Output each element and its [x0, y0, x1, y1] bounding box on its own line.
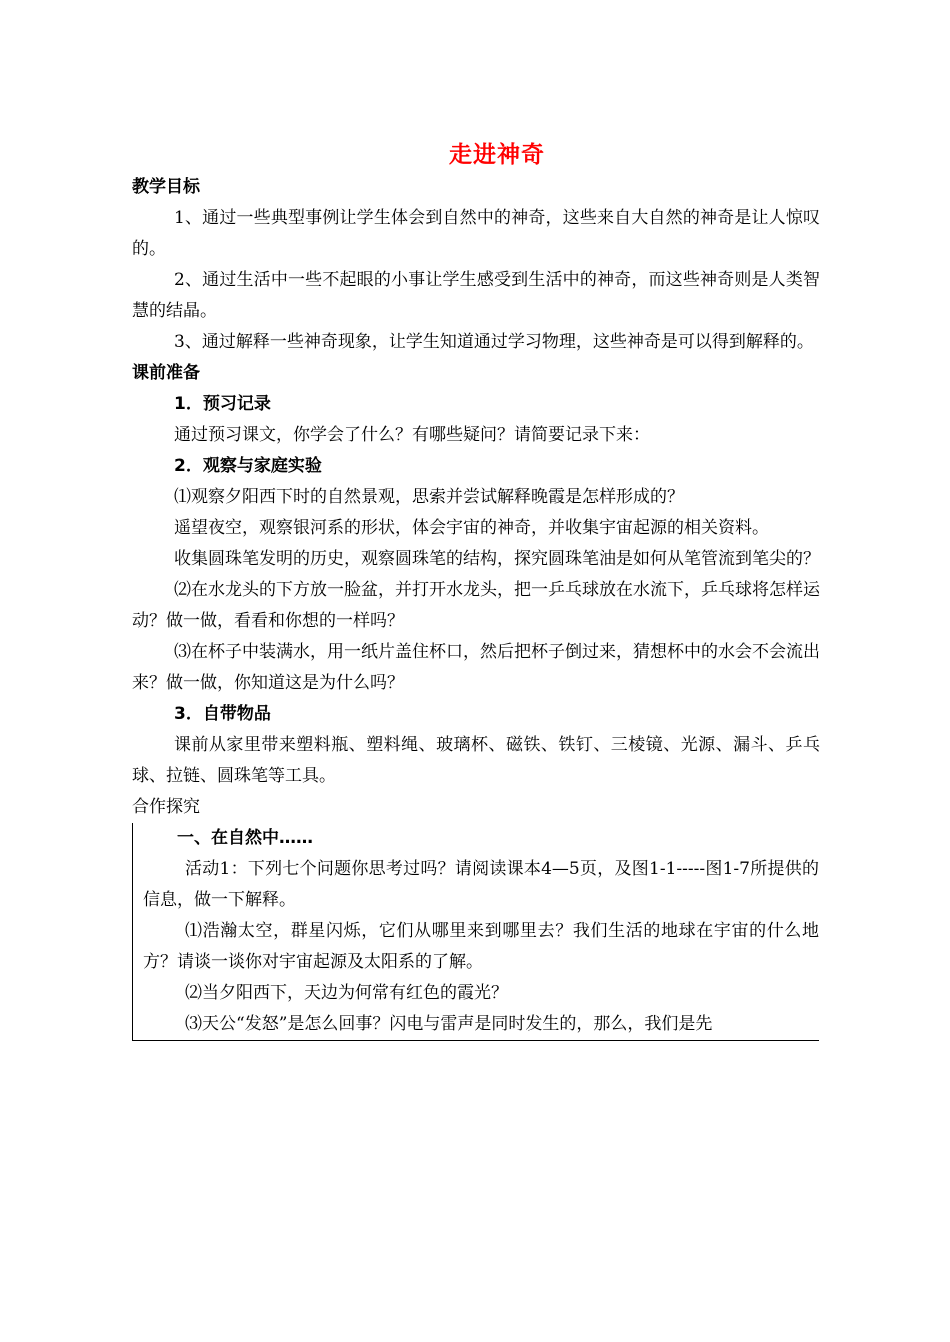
explore-item: ⑵当夕阳西下，天边为何常有红色的霞光？	[185, 983, 508, 1003]
explore-box	[132, 823, 819, 1041]
prep-sub2-item: 收集圆珠笔发明的历史，观察圆珠笔的结构，探究圆珠笔油是如何从笔管流到笔尖的？	[174, 549, 820, 569]
document-body	[132, 172, 820, 1041]
prep-sub2-item: ⑴观察夕阳西下时的自然景观，思索并尝试解释晚霞是怎样形成的？	[174, 487, 684, 507]
page-title: 走进神奇	[449, 142, 545, 168]
prep-sub2-heading: 2．观察与家庭实验	[174, 456, 322, 476]
prep-sub3-heading: 3．自带物品	[174, 704, 271, 724]
prep-sub3-text: 课前从家里带来塑料瓶、塑料绳、玻璃杯、磁铁、铁钉、三棱镜、光源、漏斗、乒乓球、拉链、圆珠笔等工具。	[132, 735, 820, 786]
goal-item: 2、通过生活中一些不起眼的小事让学生感受到生活中的神奇，而这些神奇则是人类智慧的结晶。	[132, 270, 820, 321]
explore-sub1-heading: 一、在自然中……	[177, 828, 313, 848]
prep-heading: 课前准备	[132, 363, 200, 383]
explore-item: ⑴浩瀚太空，群星闪烁，它们从哪里来到哪里去？我们生活的地球在宇宙的什么地方？请谈一谈你对宇宙起源及太阳系的了解。	[143, 921, 819, 972]
prep-sub2-item: ⑶在杯子中装满水，用一纸片盖住杯口，然后把杯子倒过来，猜想杯中的水会不会流出来？做一做，你知道这是为什么吗？	[132, 642, 820, 693]
explore-heading: 合作探究	[132, 797, 200, 817]
explore-item: ⑶天公“发怒”是怎么回事？闪电与雷声是同时发生的，那么，我们是先	[185, 1014, 713, 1034]
prep-sub1-heading: 1．预习记录	[174, 394, 271, 414]
goal-item: 1、通过一些典型事例让学生体会到自然中的神奇，这些来自大自然的神奇是让人惊叹的。	[132, 208, 820, 259]
prep-sub1-text: 通过预习课文，你学会了什么？有哪些疑问？请简要记录下来：	[174, 425, 650, 445]
explore-item: 活动1：下列七个问题你思考过吗？请阅读课本4—5页，及图1-1-----图1-7所提供的信息，做一下解释。	[143, 859, 819, 910]
prep-sub2-item: ⑵在水龙头的下方放一脸盆，并打开水龙头，把一乒乓球放在水流下，乒乓球将怎样运动？做一做，看看和你想的一样吗？	[132, 580, 820, 631]
goal-item: 3、通过解释一些神奇现象，让学生知道通过学习物理，这些神奇是可以得到解释的。	[174, 332, 814, 352]
prep-sub2-item: 遥望夜空，观察银河系的形状，体会宇宙的神奇，并收集宇宙起源的相关资料。	[174, 518, 769, 538]
goals-heading: 教学目标	[132, 177, 200, 197]
